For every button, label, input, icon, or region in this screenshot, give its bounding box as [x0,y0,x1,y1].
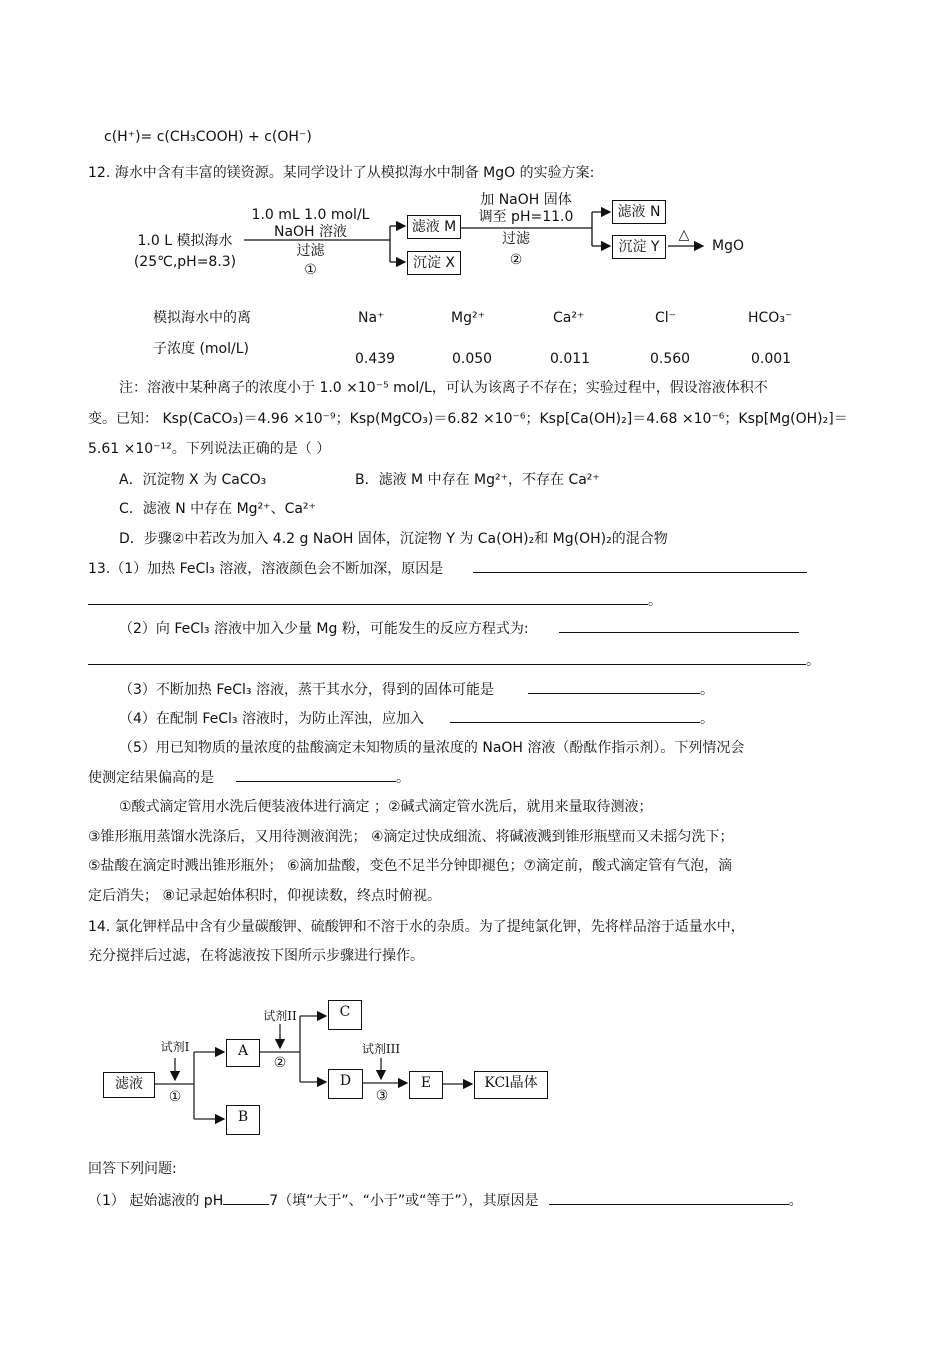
q13-items-line3: ⑤盐酸在滴定时溅出锥形瓶外； ⑥滴加盐酸，变色不足半分钟即褪色；⑦滴定前，酸式滴定管有气泡，滴 [88,858,733,874]
q12-box-filtrate-n: 滤液 N [612,200,666,224]
q14-box-e: E [409,1071,443,1099]
q12-option-a: A．沉淀物 X 为 CaCO₃ [119,472,267,488]
q13-part4-text: （4）在配制 FeCl₃ 溶液时，为防止浑浊，应加入 [119,711,424,727]
period: 。 [396,770,410,786]
q12-box-precipitate-y: 沉淀 Y [612,235,666,259]
q12-box-precipitate-x: 沉淀 X [407,251,461,275]
q12-product: MgO [712,238,744,254]
q12-box-filtrate-m: 滤液 M [407,215,461,239]
q14-box-c: C [328,1000,362,1030]
q14-question1 [88,1190,803,1211]
table-value-ca: 0.011 [550,351,591,367]
q14-reagent1: 试剂I [160,1040,190,1054]
q12-stem: 12. 海水中含有丰富的镁资源。某同学设计了从模拟海水中制备 MgO 的实验方案: [88,165,595,181]
q12-note-line3: 5.61 ×10⁻¹²。下列说法正确的是（ ） [88,441,331,457]
q11-equation-tail: c(H⁺)= c(CH₃COOH) + c(OH⁻) [104,129,312,145]
q12-step2-operation: 过滤 [502,231,530,247]
q14-box-filtrate: 滤液 [103,1072,155,1098]
q14-q1-text: 7（填“大于”、“小于”或“等于”），其原因是 [269,1193,539,1209]
q14-answer-prompt: 回答下列问题: [88,1161,177,1177]
q14-stem-line1: 14. 氯化钾样品中含有少量碳酸钾、硫酸钾和不溶于水的杂质。为了提纯氯化钾，先将样品溶于适量水中， [88,919,745,935]
q12-step1-operation: 过滤 [296,243,325,259]
q12-step1-reagent-name: NaOH 溶液 [273,224,348,240]
table-ion-na: Na⁺ [358,310,385,326]
table-value-mg: 0.050 [452,351,493,367]
period: 。 [699,682,714,698]
q14-box-d: D [328,1069,363,1099]
table-ion-hco3: HCO₃⁻ [748,310,793,326]
q12-option-d: D．步骤②中若改为加入 4.2 g NaOH 固体，沉淀物 Y 为 Ca(OH)₂和 Mg(OH)₂的混合物 [119,531,668,547]
q14-box-b: B [226,1105,260,1135]
q13-part2-text: （2）向 FeCl₃ 溶液中加入少量 Mg 粉，可能发生的反应方程式为: [119,621,529,637]
q14-step1-number: ① [168,1089,182,1105]
q14-stem-line2: 充分搅拌后过滤，在将滤液按下图所示步骤进行操作。 [88,948,424,964]
q13-part3-text: （3）不断加热 FeCl₃ 溶液，蒸干其水分，得到的固体可能是 [119,682,494,698]
q12-heat-symbol: △ [678,227,690,243]
q12-step1-number: ① [304,262,317,278]
answer-blank[interactable] [549,1190,789,1205]
q12-step2-number: ② [509,252,523,268]
q13-part5-prompt: 使测定结果偏高的是 [88,770,214,786]
table-value-hco3: 0.001 [751,351,792,367]
q14-step2-number: ② [273,1055,287,1071]
q12-start-volume: 1.0 L 模拟海水 [137,233,233,249]
q13-part5-line1: （5）用已知物质的量浓度的盐酸滴定未知物质的量浓度的 NaOH 溶液（酚酞作指示剂）。下列情况会 [119,740,745,756]
table-value-na: 0.439 [355,351,396,367]
q14-step3-number: ③ [375,1088,389,1104]
table-row-label-unit: 子浓度 (mol/L) [153,341,249,357]
period: 。 [699,711,714,727]
q12-start-conditions: (25℃,pH=8.3) [133,254,237,270]
table-ion-ca: Ca²⁺ [553,310,585,326]
period: 。 [788,1193,803,1209]
q13-part1-text: 13.（1）加热 FeCl₃ 溶液，溶液颜色会不断加深，原因是 [88,561,444,577]
q14-reagent3: 试剂III [361,1042,401,1056]
q13-items-line2: ③锥形瓶用蒸馏水洗涤后，又用待测液润洗； ④滴定过快成细流、将碱液溅到锥形瓶壁而又未摇匀洗下； [88,829,734,845]
q13-items-line4: 定后消失； ⑧记录起始体积时，仰视读数，终点时俯视。 [88,888,441,904]
q14-box-a: A [226,1039,260,1067]
q12-option-b: B．滤液 M 中存在 Mg²⁺，不存在 Ca²⁺ [355,472,600,488]
q12-note-line1: 注：溶液中某种离子的浓度小于 1.0 ×10⁻⁵ mol/L，可认为该离子不存在；实验过程中，假设溶液体积不 [119,380,768,396]
table-value-cl: 0.560 [650,351,691,367]
q14-reagent2: 试剂II [263,1009,297,1023]
q12-option-c: C．滤液 N 中存在 Mg²⁺、Ca²⁺ [119,501,316,517]
q12-step2-ph: 调至 pH=11.0 [478,209,574,225]
q12-step1-reagent: 1.0 mL 1.0 mol/L [251,207,370,223]
table-ion-cl: Cl⁻ [655,310,677,326]
table-row-label: 模拟海水中的离 [153,310,251,326]
answer-blank[interactable] [223,1190,269,1205]
q12-step2-reagent: 加 NaOH 固体 [480,192,572,208]
q13-items-line1: ①酸式滴定管用水洗后便装液体进行滴定 ；②碱式滴定管水洗后，就用来量取待测液； [119,799,653,815]
q14-product-box: KCl晶体 [474,1071,548,1099]
q12-note-line2: 变。已知： Ksp(CaCO₃)＝4.96 ×10⁻⁹；Ksp(MgCO₃)＝6.82 ×10⁻⁶；Ksp[Ca(OH)₂]＝4.68 ×10⁻⁶；Ksp[Mg(OH)₂]＝ [88,411,848,427]
period: 。 [648,593,662,609]
period: 。 [806,653,820,669]
q14-q1-prefix: （1） 起始滤液的 pH [88,1193,224,1209]
table-ion-mg: Mg²⁺ [451,310,485,326]
